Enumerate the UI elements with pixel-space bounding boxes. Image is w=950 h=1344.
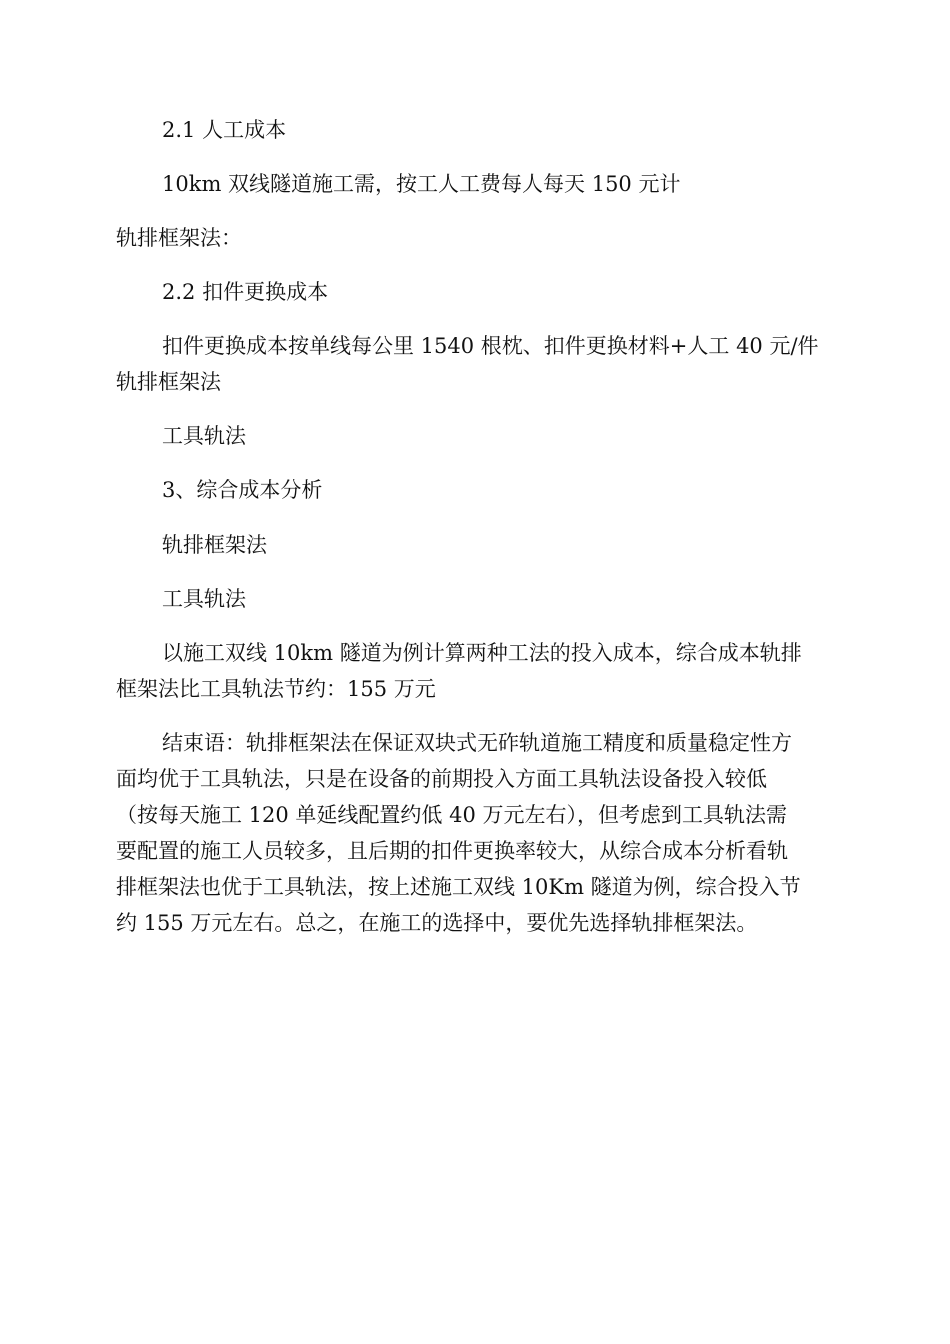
paragraph-track-panel-method-label: 轨排框架法： [116, 226, 242, 250]
conclusion-line: 面均优于工具轨法，只是在设备的前期投入方面工具轨法设备投入较低 [116, 767, 767, 791]
paragraph-tool-rail-method-2: 工具轨法 [162, 587, 246, 611]
paragraph-fastener-cost-basis: 扣件更换成本按单线每公里 1540 根枕、扣件更换材料+人工 40 元/件 [162, 334, 819, 358]
section-heading-fastener-cost: 2.2 扣件更换成本 [162, 280, 329, 304]
conclusion-line: 要配置的施工人员较多，且后期的扣件更换率较大，从综合成本分析看轨 [116, 839, 788, 863]
conclusion-line: 约 155 万元左右。总之，在施工的选择中，要优先选择轨排框架法。 [116, 911, 758, 935]
conclusion-line: （按每天施工 120 单延线配置约低 40 万元左右），但考虑到工具轨法需 [116, 803, 788, 827]
section-heading-labor-cost: 2.1 人工成本 [162, 118, 287, 142]
paragraph-labor-cost-basis: 10km 双线隧道施工需，按工人工费每人每天 150 元计 [162, 172, 681, 196]
paragraph-tool-rail-method: 工具轨法 [162, 424, 246, 448]
paragraph-cost-comparison-line1: 以施工双线 10km 隧道为例计算两种工法的投入成本，综合成本轨排 [162, 641, 802, 665]
paragraph-cost-comparison-line2: 框架法比工具轨法节约：155 万元 [116, 677, 436, 701]
conclusion-line: 排框架法也优于工具轨法，按上述施工双线 10Km 隧道为例，综合投入节 [116, 875, 801, 899]
section-heading-comprehensive-cost: 3、综合成本分析 [162, 478, 323, 502]
conclusion-line: 结束语：轨排框架法在保证双块式无砟轨道施工精度和质量稳定性方 [162, 731, 792, 755]
paragraph-fastener-cost-method: 轨排框架法 [116, 370, 221, 394]
paragraph-conclusion [116, 725, 840, 941]
paragraph-track-panel-method: 轨排框架法 [162, 533, 267, 557]
